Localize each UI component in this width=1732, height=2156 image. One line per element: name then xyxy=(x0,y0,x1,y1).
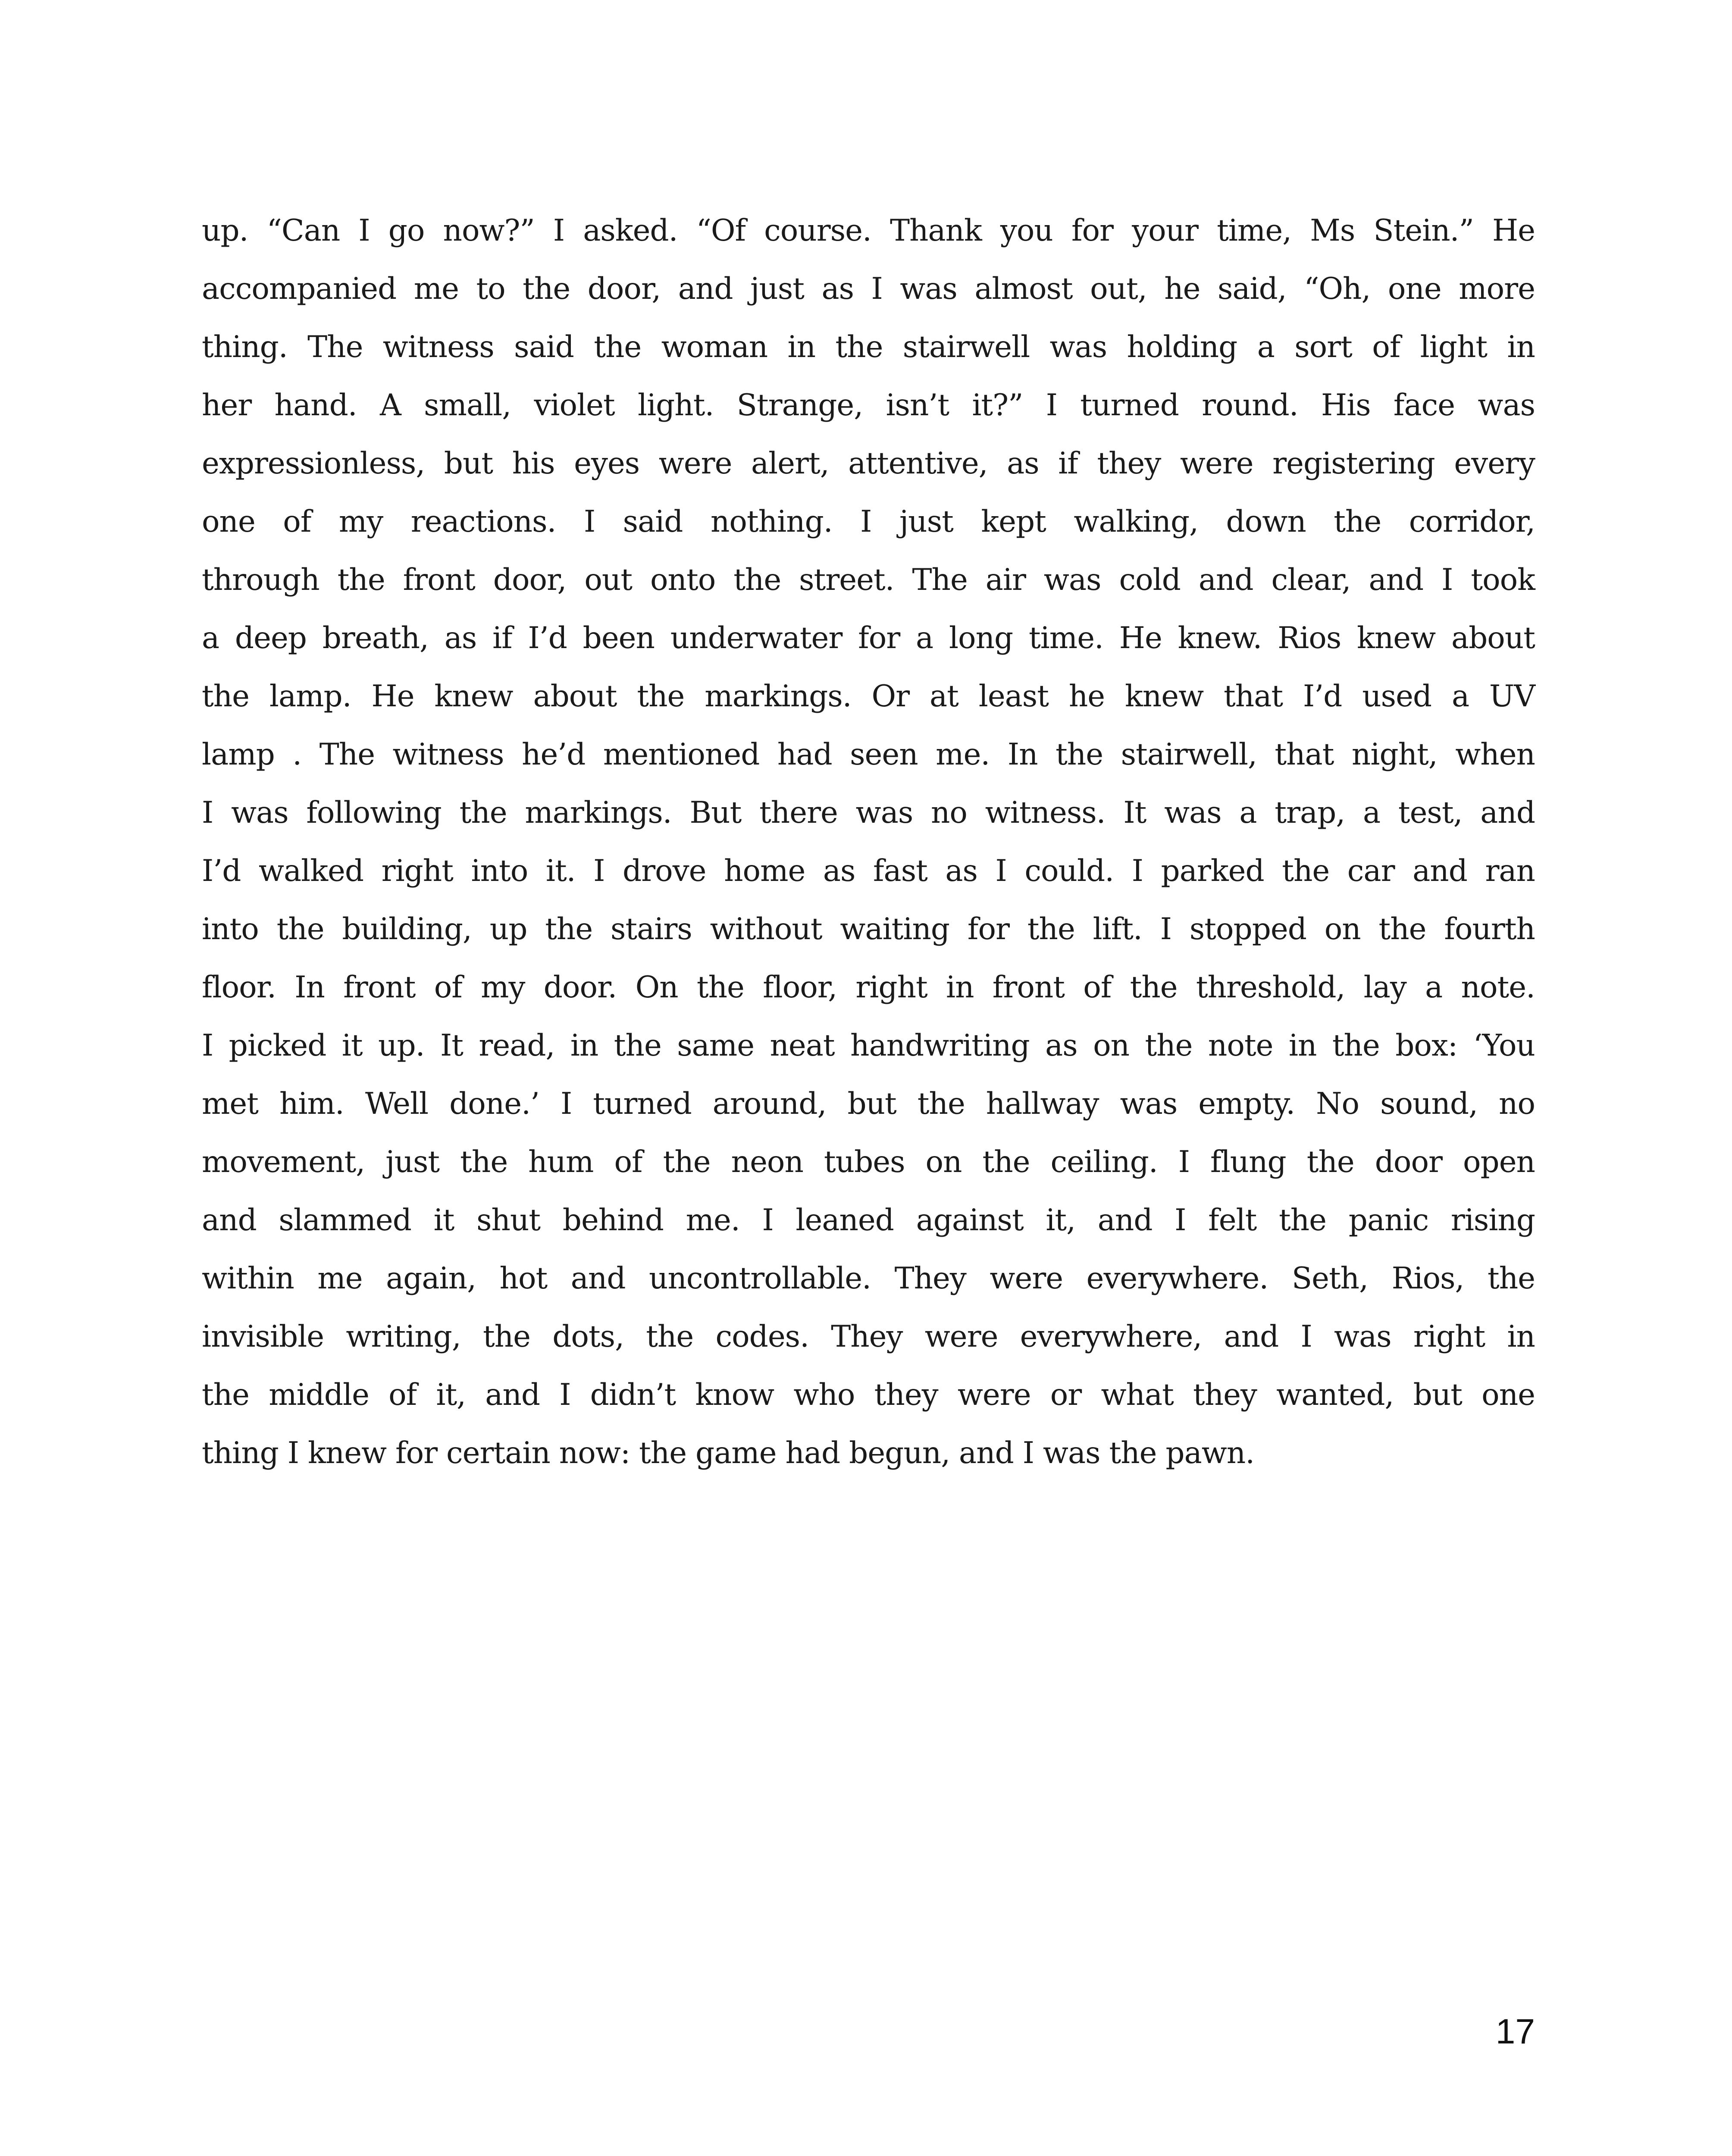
text-line: a deep breath, as if I’d been underwater for a long time. He knew. Rios knew about xyxy=(202,621,1535,655)
text-line: met him. Well done.’ I turned around, but the hallway was empty. No sound, no xyxy=(202,1087,1535,1121)
text-line: lamp . The witness he’d mentioned had seen me. In the stairwell, that night, when xyxy=(202,737,1535,772)
text-line: accompanied me to the door, and just as I was almost out, he said, “Oh, one more xyxy=(202,272,1535,306)
text-line: the lamp. He knew about the markings. Or at least he knew that I’d used a UV xyxy=(202,679,1535,714)
text-line: movement, just the hum of the neon tubes on the ceiling. I flung the door open xyxy=(202,1145,1535,1179)
text-line: invisible writing, the dots, the codes. They were everywhere, and I was right in xyxy=(202,1319,1535,1354)
text-line: up. “Can I go now?” I asked. “Of course. Thank you for your time, Ms Stein.” He xyxy=(202,213,1535,248)
text-line: the middle of it, and I didn’t know who they were or what they wanted, but one xyxy=(202,1378,1535,1412)
body-paragraph xyxy=(202,202,1535,1482)
text-line: I was following the markings. But there was no witness. It was a trap, a test, and xyxy=(202,796,1535,830)
text-line: within me again, hot and uncontrollable. They were everywhere. Seth, Rios, the xyxy=(202,1261,1535,1296)
text-line: through the front door, out onto the street. The air was cold and clear, and I took xyxy=(202,563,1535,597)
text-line-last: thing I knew for certain now: the game had begun, and I was the pawn. xyxy=(202,1436,1255,1470)
text-line: I’d walked right into it. I drove home as fast as I could. I parked the car and ran xyxy=(202,854,1535,888)
text-line: into the building, up the stairs without waiting for the lift. I stopped on the fourth xyxy=(202,912,1535,946)
text-line: and slammed it shut behind me. I leaned against it, and I felt the panic rising xyxy=(202,1203,1535,1238)
page-number: 17 xyxy=(1495,2012,1535,2051)
text-line: her hand. A small, violet light. Strange, isn’t it?” I turned round. His face was xyxy=(202,388,1535,423)
text-line: expressionless, but his eyes were alert, attentive, as if they were registering every xyxy=(202,446,1535,481)
text-line: floor. In front of my door. On the floor, right in front of the threshold, lay a note. xyxy=(202,970,1535,1005)
text-line: thing. The witness said the woman in the stairwell was holding a sort of light in xyxy=(202,330,1535,364)
text-line: I picked it up. It read, in the same neat handwriting as on the note in the box: ‘You xyxy=(202,1028,1535,1063)
text-line: one of my reactions. I said nothing. I just kept walking, down the corridor, xyxy=(202,505,1535,539)
